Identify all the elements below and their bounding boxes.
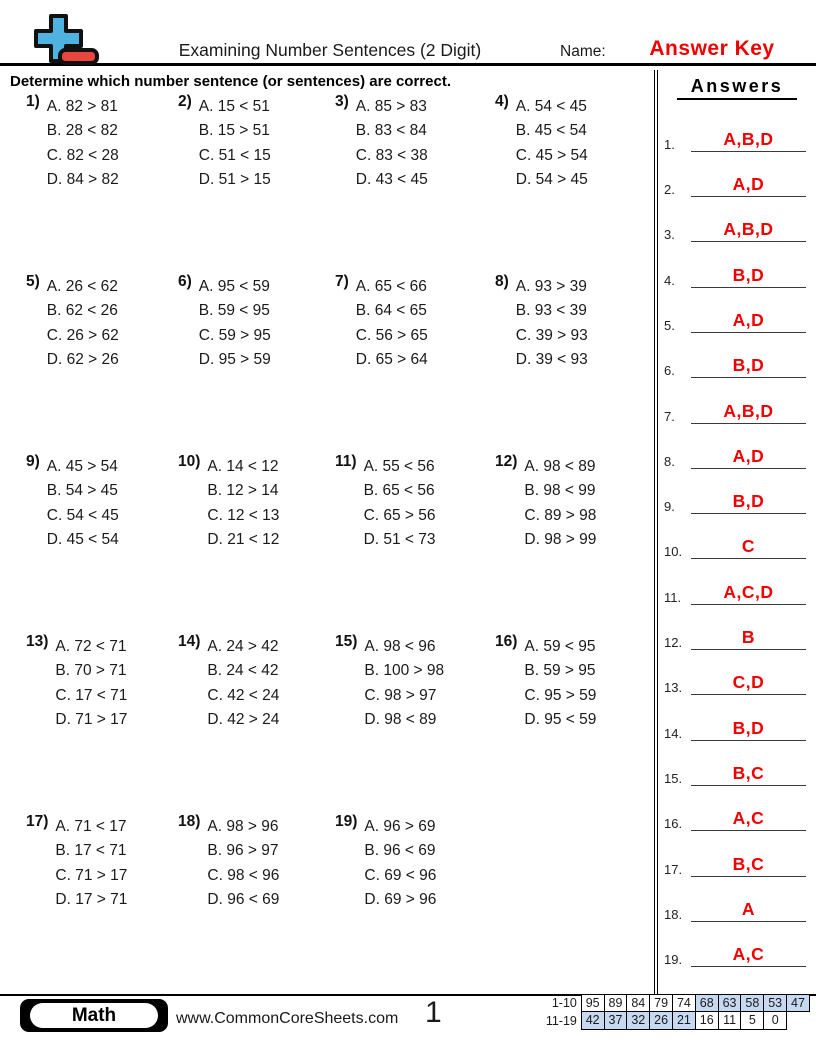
question-option: A. 14 < 12 — [207, 457, 279, 475]
answer-blank: A,B,D — [691, 129, 806, 152]
score-row — [540, 1012, 810, 1030]
answer-item — [658, 884, 816, 929]
answer-number: 17. — [664, 861, 683, 877]
question-block — [178, 452, 335, 555]
answer-number: 6. — [664, 363, 675, 379]
score-cell: 0 — [763, 1011, 787, 1030]
score-cell: 26 — [649, 1011, 673, 1030]
answer-number: 7. — [664, 408, 675, 424]
answer-item — [658, 702, 816, 747]
question-option: B. 64 < 65 — [355, 302, 427, 319]
question-number: 8) — [495, 272, 509, 290]
answer-number: 14. — [664, 725, 683, 741]
question-option: D. 95 < 59 — [524, 711, 597, 728]
question-option: A. 95 < 59 — [198, 277, 270, 295]
answer-item — [658, 159, 816, 204]
answer-blank: A,D — [691, 174, 806, 197]
score-row-label: 1-10 — [551, 996, 577, 1010]
question-block — [178, 632, 335, 735]
question-option: C. 69 < 96 — [364, 866, 437, 884]
page-number: 1 — [425, 996, 442, 1029]
answer-number: 13. — [664, 680, 683, 696]
answer-blank: B,D — [691, 718, 806, 741]
answer-blank: A,C,D — [691, 582, 806, 605]
answer-number: 15. — [664, 770, 683, 786]
question-option: D. 54 > 45 — [515, 171, 588, 188]
question-option: C. 51 < 15 — [198, 146, 271, 164]
question-option: C. 39 > 93 — [515, 326, 588, 344]
question-number: 19) — [335, 812, 358, 830]
answer-blank: A,D — [691, 310, 806, 333]
answer-number: 9. — [664, 499, 675, 515]
question-number: 6) — [178, 272, 192, 290]
question-option: A. 65 < 66 — [355, 277, 427, 295]
question-number: 11) — [335, 452, 357, 470]
question-block — [335, 452, 495, 555]
answer-number: 10. — [664, 544, 683, 560]
answer-item — [658, 295, 816, 340]
page-title: Examining Number Sentences (2 Digit) — [178, 40, 482, 60]
question-options — [516, 95, 588, 195]
score-cell: 16 — [695, 1011, 719, 1030]
question-option: B. 96 < 69 — [364, 842, 436, 859]
minus-icon — [60, 50, 97, 63]
question-option: A. 98 < 89 — [524, 457, 596, 475]
question-block — [335, 632, 495, 735]
question-option: A. 59 < 95 — [524, 637, 596, 655]
answer-number: 16. — [664, 816, 683, 832]
question-option: D. 84 > 82 — [46, 171, 119, 188]
answer-item — [658, 249, 816, 294]
question-options — [47, 455, 119, 555]
question-option: D. 39 < 93 — [515, 351, 588, 368]
answer-blank: C,D — [691, 672, 806, 695]
answer-blank: B,D — [691, 355, 806, 378]
question-options — [207, 455, 279, 555]
question-option: B. 70 > 71 — [55, 662, 127, 679]
answer-item — [658, 521, 816, 566]
question-options — [364, 815, 436, 915]
question-option: A. 54 < 45 — [515, 97, 587, 115]
question-block — [495, 452, 653, 555]
question-option: B. 15 > 51 — [198, 122, 270, 139]
answer-blank: A,B,D — [691, 401, 806, 424]
question-option: C. 26 > 62 — [46, 326, 119, 344]
question-block — [495, 92, 653, 195]
question-number: 13) — [26, 632, 49, 650]
question-block — [178, 92, 335, 195]
score-cell: 95 — [581, 994, 605, 1012]
question-option: D. 51 > 15 — [198, 171, 271, 188]
instruction-text: Determine which number sentence (or sentences) are correct. — [10, 72, 451, 90]
question-number: 1) — [26, 92, 40, 110]
score-row-label: 11-19 — [545, 1014, 577, 1028]
question-option: D. 69 > 96 — [364, 891, 437, 908]
question-option: C. 42 < 24 — [207, 686, 280, 704]
question-number: 2) — [178, 92, 192, 110]
question-option: A. 98 > 96 — [207, 817, 279, 835]
answers-list — [658, 114, 816, 975]
answer-blank: B,D — [691, 265, 806, 288]
answers-heading: Answers — [677, 76, 797, 100]
question-option: A. 82 > 81 — [46, 97, 118, 115]
question-options — [47, 95, 119, 195]
question-option: C. 12 < 13 — [207, 506, 280, 524]
question-option: A. 26 < 62 — [46, 277, 118, 295]
questions-grid — [0, 92, 654, 915]
question-block — [335, 812, 495, 915]
question-option: D. 98 > 99 — [524, 531, 597, 548]
question-option: A. 55 < 56 — [363, 457, 435, 475]
question-number: 10) — [178, 452, 201, 470]
question-options — [524, 455, 596, 555]
question-block — [335, 272, 495, 375]
questions-area — [0, 70, 654, 995]
question-option: B. 59 > 95 — [524, 662, 596, 679]
answer-item — [658, 657, 816, 702]
question-option: C. 65 > 56 — [363, 506, 436, 524]
answer-item — [658, 204, 816, 249]
question-option: A. 45 > 54 — [46, 457, 118, 475]
answers-panel — [658, 70, 816, 995]
answer-number: 18. — [664, 906, 683, 922]
answer-item — [658, 385, 816, 430]
answer-item — [658, 612, 816, 657]
answer-item — [658, 929, 816, 974]
question-option: D. 98 < 89 — [364, 711, 437, 728]
question-options — [55, 635, 127, 735]
question-option: D. 71 > 17 — [55, 711, 128, 728]
answer-blank: A,C — [691, 808, 806, 831]
answer-item — [658, 340, 816, 385]
score-cell: 53 — [763, 994, 787, 1012]
question-block — [335, 92, 495, 195]
question-block — [26, 92, 178, 195]
question-option: D. 42 > 24 — [207, 711, 280, 728]
question-option: B. 93 < 39 — [515, 302, 587, 319]
question-options — [356, 275, 428, 375]
score-row — [540, 994, 810, 1012]
answer-blank: B,C — [691, 763, 806, 786]
score-table — [540, 994, 810, 1030]
answer-item — [658, 114, 816, 159]
question-option: C. 56 > 65 — [355, 326, 428, 344]
question-option: B. 24 < 42 — [207, 662, 279, 679]
question-number: 12) — [495, 452, 518, 470]
question-number: 17) — [26, 812, 49, 830]
question-block — [26, 452, 178, 555]
answer-number: 4. — [664, 272, 675, 288]
question-number: 7) — [335, 272, 349, 290]
answer-item — [658, 476, 816, 521]
question-option: C. 95 > 59 — [524, 686, 597, 704]
question-option: D. 17 > 71 — [55, 891, 128, 908]
answer-item — [658, 748, 816, 793]
question-option: D. 96 < 69 — [207, 891, 280, 908]
question-options — [55, 815, 127, 915]
question-options — [207, 815, 279, 915]
answer-blank: B,C — [691, 854, 806, 877]
question-option: C. 98 > 97 — [364, 686, 437, 704]
question-option: C. 17 < 71 — [55, 686, 128, 704]
answer-key-label: Answer Key — [649, 37, 775, 60]
website-text: www.CommonCoreSheets.com — [176, 1010, 399, 1027]
answer-blank: A — [691, 899, 806, 922]
answer-number: 5. — [664, 317, 675, 333]
score-cell: 5 — [740, 1011, 764, 1030]
question-number: 16) — [495, 632, 518, 650]
question-option: B. 98 < 99 — [524, 482, 596, 499]
question-block — [495, 272, 653, 375]
question-options — [199, 275, 271, 375]
question-options — [207, 635, 279, 735]
question-option: B. 59 < 95 — [198, 302, 270, 319]
question-block — [26, 632, 178, 735]
score-cell: 42 — [581, 1011, 605, 1030]
question-option: B. 83 < 84 — [355, 122, 427, 139]
question-option: C. 54 < 45 — [46, 506, 119, 524]
question-option: C. 98 < 96 — [207, 866, 280, 884]
answer-blank: A,B,D — [691, 219, 806, 242]
question-options — [356, 95, 428, 195]
question-number: 15) — [335, 632, 358, 650]
subject-label: Math — [30, 1003, 158, 1028]
question-option: B. 96 > 97 — [207, 842, 279, 859]
question-options — [364, 635, 444, 735]
question-option: C. 71 > 17 — [55, 866, 128, 884]
answer-item — [658, 566, 816, 611]
question-option: D. 95 > 59 — [198, 351, 271, 368]
question-option: B. 100 > 98 — [364, 662, 445, 679]
question-option: C. 59 > 95 — [198, 326, 271, 344]
question-option: A. 15 < 51 — [198, 97, 270, 115]
score-cell: 68 — [695, 994, 719, 1012]
question-number: 4) — [495, 92, 509, 110]
answer-item — [658, 793, 816, 838]
name-label: Name: — [560, 43, 606, 60]
answer-item — [658, 838, 816, 883]
question-number: 5) — [26, 272, 40, 290]
footer — [0, 994, 816, 1056]
question-option: D. 45 < 54 — [46, 531, 119, 548]
answer-number: 11. — [664, 589, 682, 605]
body — [0, 70, 816, 995]
question-option: D. 43 < 45 — [355, 171, 428, 188]
answer-item — [658, 431, 816, 476]
question-block — [495, 632, 653, 735]
header — [0, 0, 816, 66]
question-option: A. 93 > 39 — [515, 277, 587, 295]
question-options — [364, 455, 436, 555]
question-number: 14) — [178, 632, 201, 650]
question-block — [26, 272, 178, 375]
score-cell: 74 — [672, 994, 696, 1012]
question-options — [47, 275, 119, 375]
question-block — [26, 812, 178, 915]
score-cell: 63 — [718, 994, 742, 1012]
question-option: D. 21 < 12 — [207, 531, 280, 548]
answer-blank: A,D — [691, 446, 806, 469]
question-option: B. 45 < 54 — [515, 122, 587, 139]
answer-blank: B — [691, 627, 806, 650]
question-option: C. 83 < 38 — [355, 146, 428, 164]
score-cell: 58 — [740, 994, 764, 1012]
question-option: B. 54 > 45 — [46, 482, 118, 499]
question-options — [516, 275, 588, 375]
question-option: D. 62 > 26 — [46, 351, 119, 368]
score-cell: 11 — [718, 1011, 742, 1030]
score-cell: 47 — [786, 994, 810, 1012]
question-option: A. 96 > 69 — [364, 817, 436, 835]
answer-number: 3. — [664, 227, 675, 243]
question-option: A. 85 > 83 — [355, 97, 427, 115]
score-cell: 84 — [626, 994, 650, 1012]
question-option: D. 65 > 64 — [355, 351, 428, 368]
answer-number: 12. — [664, 635, 683, 651]
question-option: D. 51 < 73 — [363, 531, 436, 548]
question-option: A. 71 < 17 — [55, 817, 127, 835]
question-option: C. 82 < 28 — [46, 146, 119, 164]
question-options — [199, 95, 271, 195]
answer-number: 2. — [664, 182, 675, 198]
question-number: 18) — [178, 812, 201, 830]
subject-badge — [20, 999, 168, 1032]
plus-minus-logo-icon — [30, 13, 104, 67]
question-option: C. 89 > 98 — [524, 506, 597, 524]
score-cell: 79 — [649, 994, 673, 1012]
answer-number: 1. — [664, 136, 675, 152]
answer-blank: A,C — [691, 944, 806, 967]
question-option: B. 17 < 71 — [55, 842, 127, 859]
answer-number: 8. — [664, 453, 675, 469]
question-option: B. 28 < 82 — [46, 122, 118, 139]
score-cell: 32 — [626, 1011, 650, 1030]
score-cell: 89 — [604, 994, 628, 1012]
question-block — [178, 272, 335, 375]
answer-blank: C — [691, 536, 806, 559]
score-cell: 21 — [672, 1011, 696, 1030]
question-number: 9) — [26, 452, 40, 470]
question-number: 3) — [335, 92, 349, 110]
answer-number: 19. — [664, 952, 683, 968]
question-option: C. 45 > 54 — [515, 146, 588, 164]
question-options — [524, 635, 596, 735]
question-option: A. 72 < 71 — [55, 637, 127, 655]
question-option: A. 98 < 96 — [364, 637, 436, 655]
question-block — [178, 812, 335, 915]
question-option: B. 65 < 56 — [363, 482, 435, 499]
question-option: B. 62 < 26 — [46, 302, 118, 319]
question-option: B. 12 > 14 — [207, 482, 279, 499]
question-option: A. 24 > 42 — [207, 637, 279, 655]
score-cell: 37 — [604, 1011, 628, 1030]
answer-blank: B,D — [691, 491, 806, 514]
